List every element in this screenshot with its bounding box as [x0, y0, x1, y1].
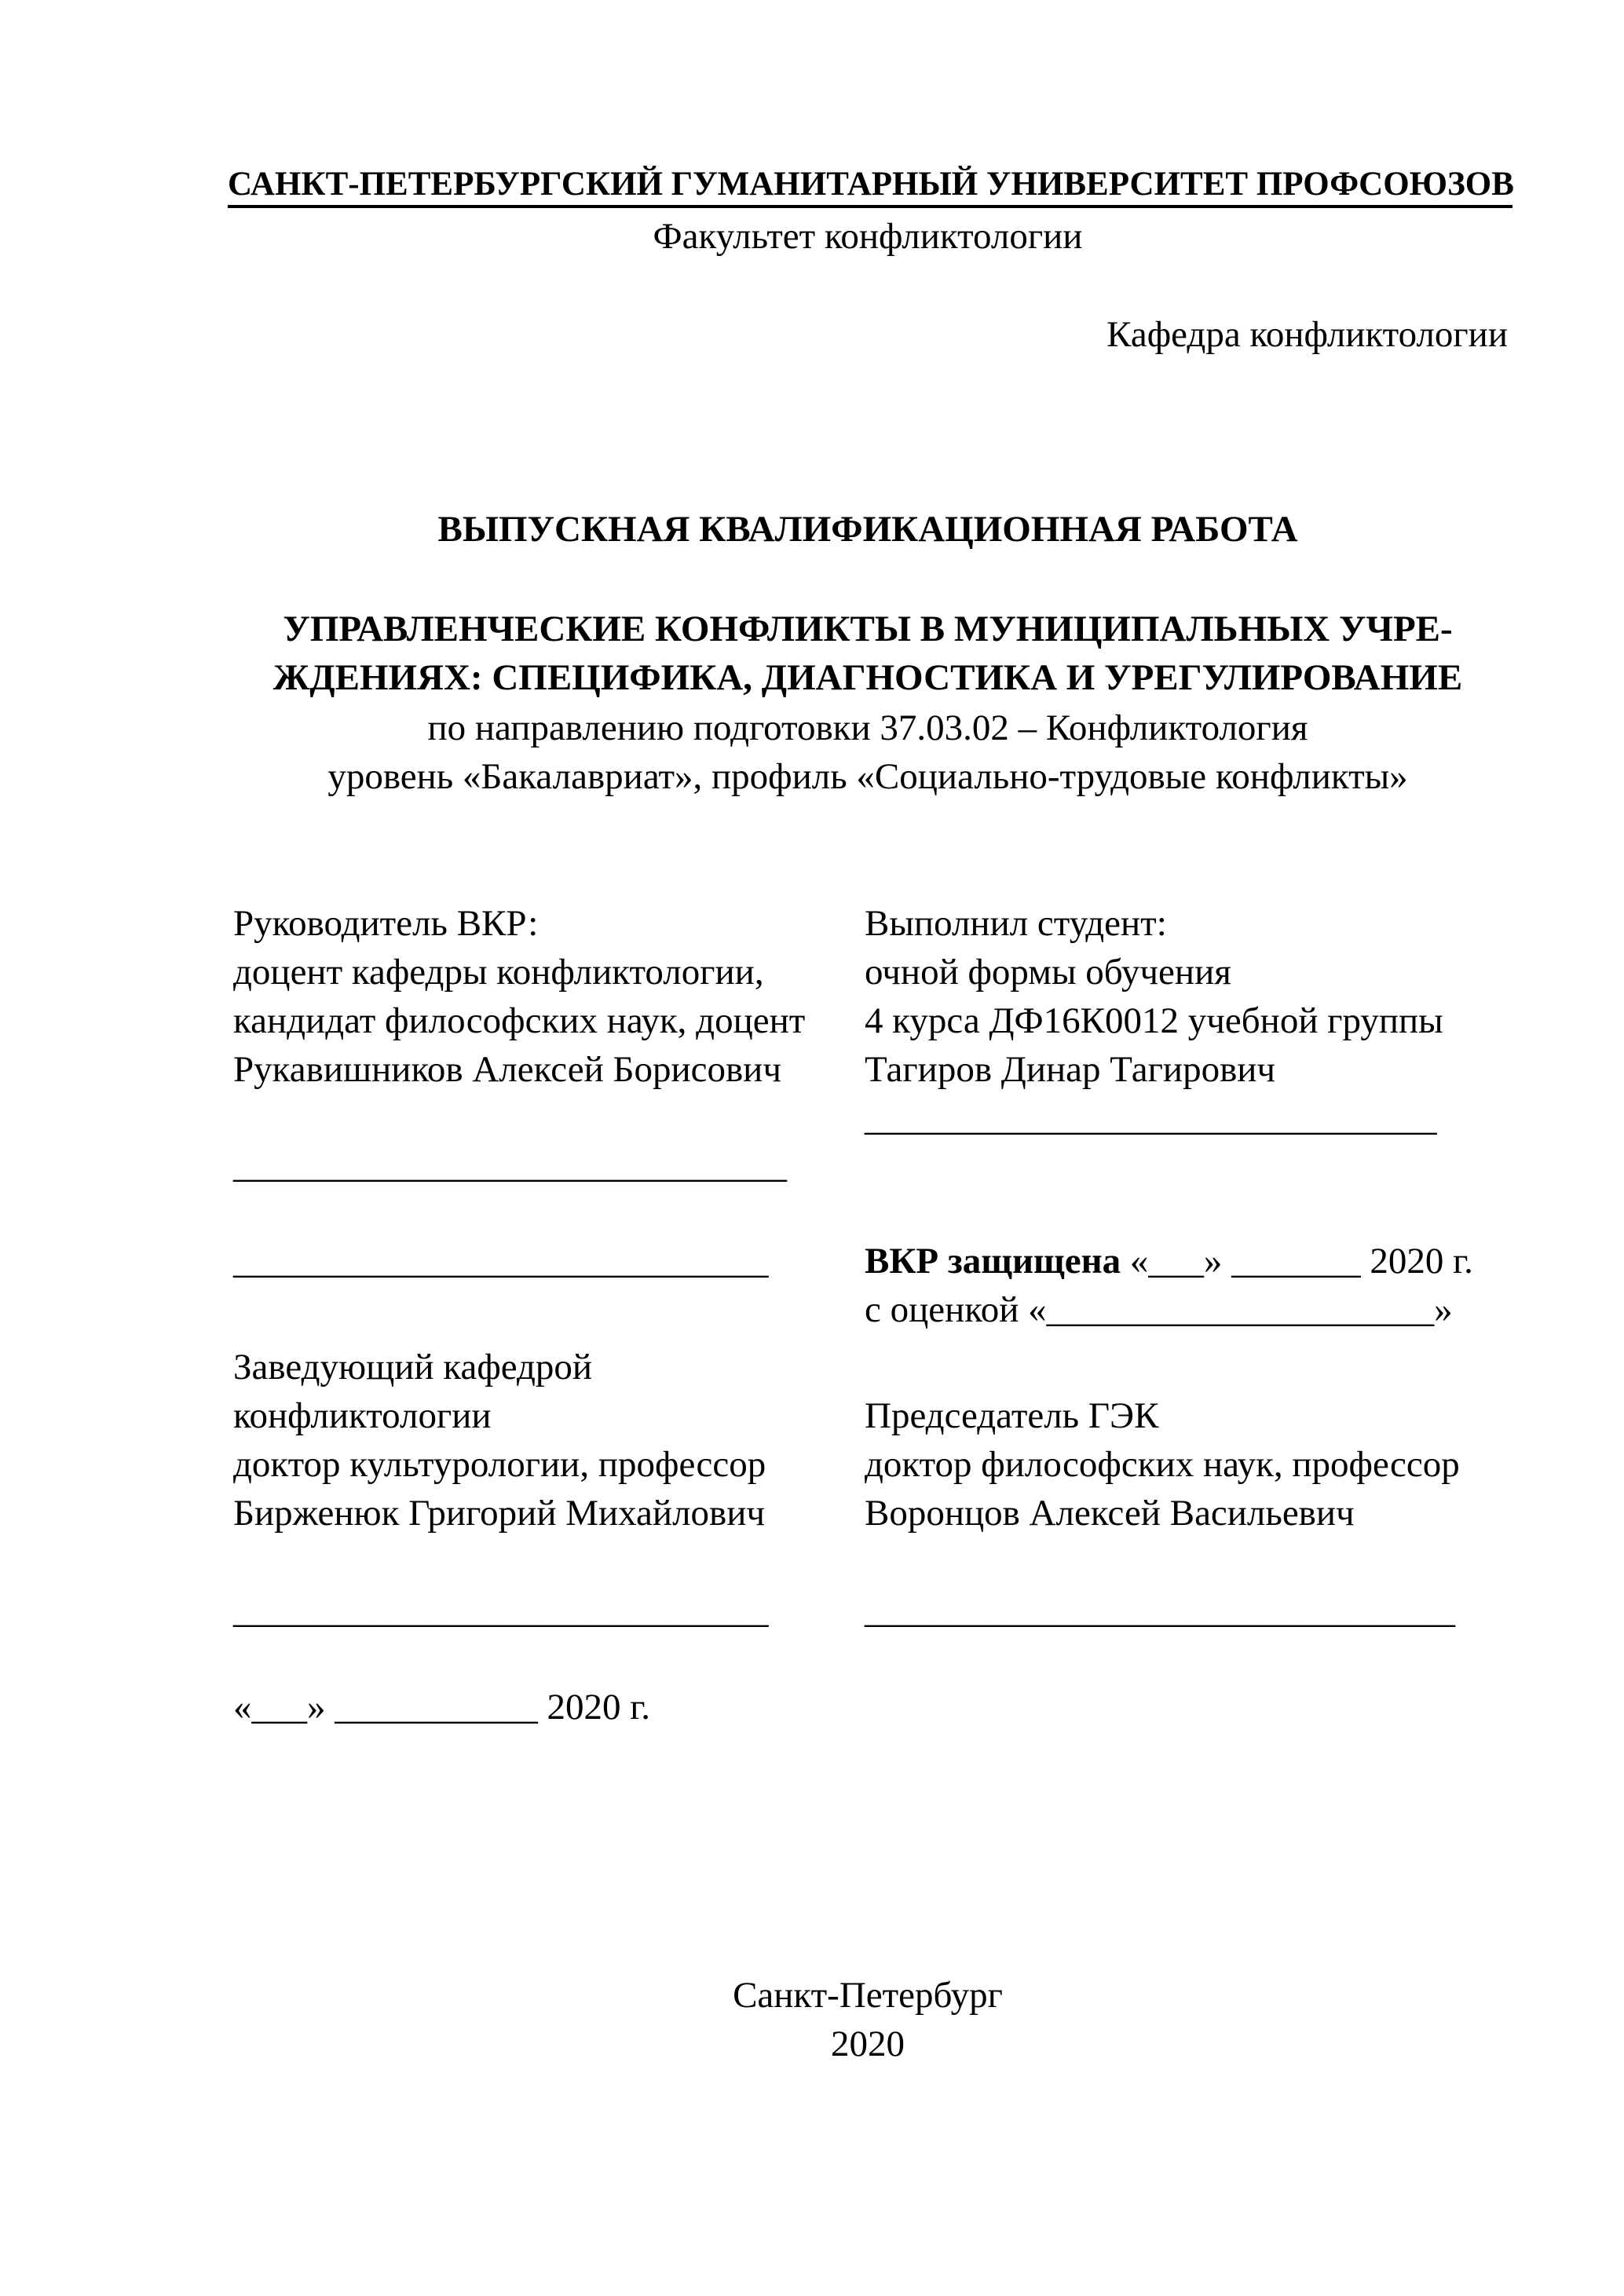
head-title-line-2: конфликтологии	[233, 1395, 492, 1436]
supervisor-signature-line: ______________________________	[233, 1145, 787, 1186]
student-form: очной формы обучения	[865, 952, 1231, 993]
defense-date: «___» _______ 2020 г.	[1121, 1241, 1473, 1281]
supervisor-date-line: _____________________________	[233, 1241, 769, 1281]
defense-label: ВКР защищена	[865, 1241, 1121, 1281]
study-level-profile: уровень «Бакалавриат», профиль «Социально-трудовые конфликты»	[327, 756, 1408, 797]
gek-chair-name: Воронцов Алексей Васильевич	[865, 1493, 1355, 1534]
student-group: 4 курса ДФ16К0012 учебной группы	[865, 1000, 1443, 1041]
faculty-name: Факультет конфликтологии	[653, 216, 1083, 257]
topic-title-line-2: ЖДЕНИЯХ: СПЕЦИФИКА, ДИАГНОСТИКА И УРЕГУЛИРОВАНИЕ	[272, 657, 1463, 698]
supervisor-degree: кандидат философских наук, доцент	[233, 1000, 806, 1041]
head-signature-line: _____________________________	[233, 1590, 769, 1631]
footer-city: Санкт-Петербург	[733, 1975, 1003, 2016]
work-type-heading: ВЫПУСКНАЯ КВАЛИФИКАЦИОННАЯ РАБОТА	[437, 509, 1298, 550]
defense-line	[865, 1237, 1473, 1285]
student-signature-line: _______________________________	[865, 1098, 1437, 1139]
gek-chair-title: Председатель ГЭК	[865, 1395, 1159, 1436]
topic-title-line-1: УПРАВЛЕНЧЕСКИЕ КОНФЛИКТЫ В МУНИЦИПАЛЬНЫХ УЧРЕ-	[283, 609, 1453, 649]
student-name: Тагиров Динар Тагирович	[865, 1049, 1276, 1090]
supervisor-heading: Руководитель ВКР:	[233, 903, 539, 944]
department-name: Кафедра конфликтологии	[1106, 314, 1508, 355]
head-degree: доктор культурологии, профессор	[233, 1444, 766, 1485]
supervisor-name: Рукавишников Алексей Борисович	[233, 1049, 781, 1090]
defense-grade: с оценкой «_____________________»	[865, 1289, 1453, 1330]
study-direction: по направлению подготовки 37.03.02 – Конфликтология	[427, 707, 1308, 748]
university-name: САНКТ-ПЕТЕРБУРГСКИЙ ГУМАНИТАРНЫЙ УНИВЕРСИТЕТ ПРОФСОЮЗОВ	[228, 166, 1514, 203]
head-name: Бирженюк Григорий Михайлович	[233, 1493, 766, 1534]
student-heading: Выполнил студент:	[865, 903, 1167, 944]
gek-chair-signature-line: ________________________________	[865, 1590, 1455, 1631]
head-title-line-1: Заведующий кафедрой	[233, 1347, 593, 1387]
footer-year: 2020	[831, 2024, 905, 2064]
supervisor-position: доцент кафедры конфликтологии,	[233, 952, 764, 993]
gek-chair-degree: доктор философских наук, профессор	[865, 1444, 1460, 1485]
header-rule	[228, 205, 1512, 208]
head-date-line: «___» ___________ 2020 г.	[233, 1687, 650, 1727]
